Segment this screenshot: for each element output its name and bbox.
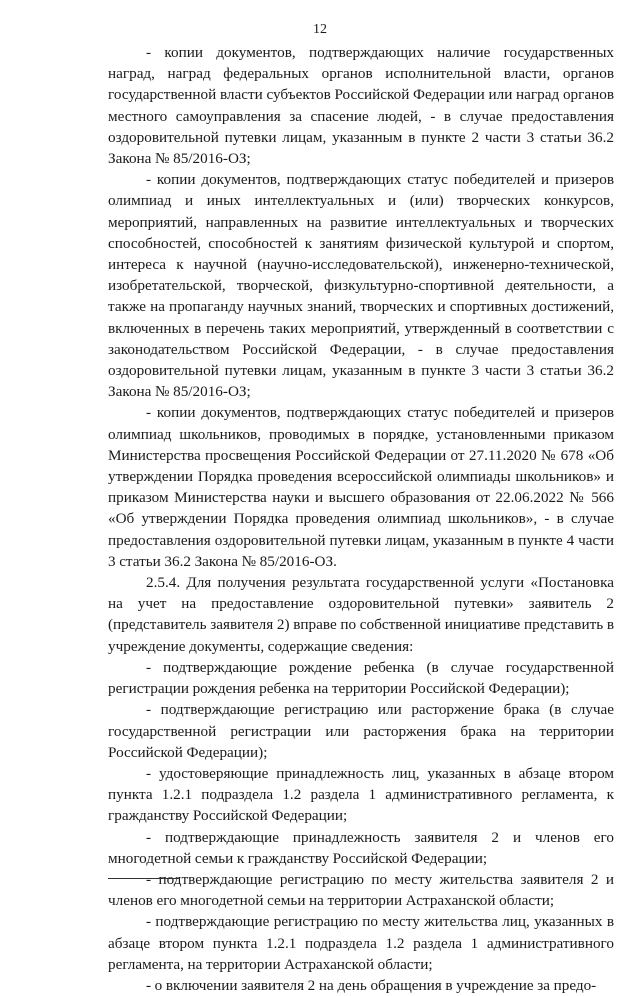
paragraph-awards-documents: - копии документов, подтверждающих наличие государственных наград, наград федеральных органов исполнительной власти, органов государственной власти субъектов Российской Федерации или наград органов местного самоуправления за спасение людей, - в случае предоставления оздоровительной путевки лицам, указанным в пункте 2 части 3 статьи 36.2 Закона № 85/2016-ОЗ; — [108, 44, 614, 168]
document-body — [108, 42, 614, 996]
paragraph-school-olympiad-documents: - копии документов, подтверждающих статус победителей и призеров олимпиад школьников, проводимых в порядке, установленными приказом Министерства просвещения Российской Федерации от 27.11.2020 № 678 «Об утверждении Порядка проведения всероссийской олимпиады школьников» и приказом Министерства науки и высшего образования от 22.06.2022 № 566 «Об утверждении Порядка проведения олимпиад школьников», - в случае предоставления оздоровительной путевки лицам, указанным в пункте 4 части 3 статьи 36.2 Закона № 85/2016-ОЗ. — [108, 404, 614, 570]
list-item-residence-persons: - подтверждающие регистрацию по месту жительства лиц, указанных в абзаце втором пункта 1.2.1 подраздела 1.2 раздела 1 административного регламента, на территории Астраханской области; — [108, 913, 614, 973]
paragraph-section-2-5-4: 2.5.4. Для получения результата государственной услуги «Постановка на учет на предоставление оздоровительной путевки» заявитель 2 (представитель заявителя 2) вправе по собственной инициативе представить в учреждение документы, содержащие сведения: — [108, 574, 614, 655]
list-item-citizenship-persons: - удостоверяющие принадлежность лиц, указанных в абзаце втором пункта 1.2.1 подраздела 1.2 раздела 1 административного регламента, к гражданству Российской Федерации; — [108, 764, 614, 825]
list-item-residence-applicant: - подтверждающие регистрацию по месту жительства заявителя 2 и членов его многодетной семьи на территории Астраханской области; — [108, 870, 614, 910]
list-item-marriage-registration: - подтверждающие регистрацию или расторжение брака (в случае государственной регистрации или расторжения брака на территории Российской Федерации); — [108, 701, 614, 761]
list-item-inclusion-applicant: - о включении заявителя 2 на день обращения в учреждение за предо- — [146, 976, 597, 994]
footnote-divider — [108, 878, 180, 879]
paragraph-olympiad-competition-documents: - копии документов, подтверждающих статус победителей и призеров олимпиад и иных интеллектуальных и (или) творческих конкурсов, мероприятий, направленных на развитие интеллектуальных и творческих способностей, способностей к занятиям физической культурой и спортом, интереса к научной (научно-исследовательской), инженерно-технической, изобретательской, творческой, физкультурно-спортивной деятельности, а также на пропаганду научных знаний, творческих и спортивных достижений, включенных в перечень таких мероприятий, утвержденный в соответствии с законодательством Российской Федерации, - в случае предоставления оздоровительной путевки лицам, указанным в пункте 3 части 3 статьи 36.2 Закона № 85/2016-ОЗ; — [108, 171, 614, 401]
page-number: 12 — [313, 22, 327, 37]
list-item-citizenship-family: - подтверждающие принадлежность заявителя 2 и членов его многодетной семьи к гражданству Российской Федерации; — [108, 828, 614, 867]
list-item-birth-registration: - подтверждающие рождение ребенка (в случае государственной регистрации рождения ребенка на территории Российской Федерации); — [108, 658, 614, 698]
